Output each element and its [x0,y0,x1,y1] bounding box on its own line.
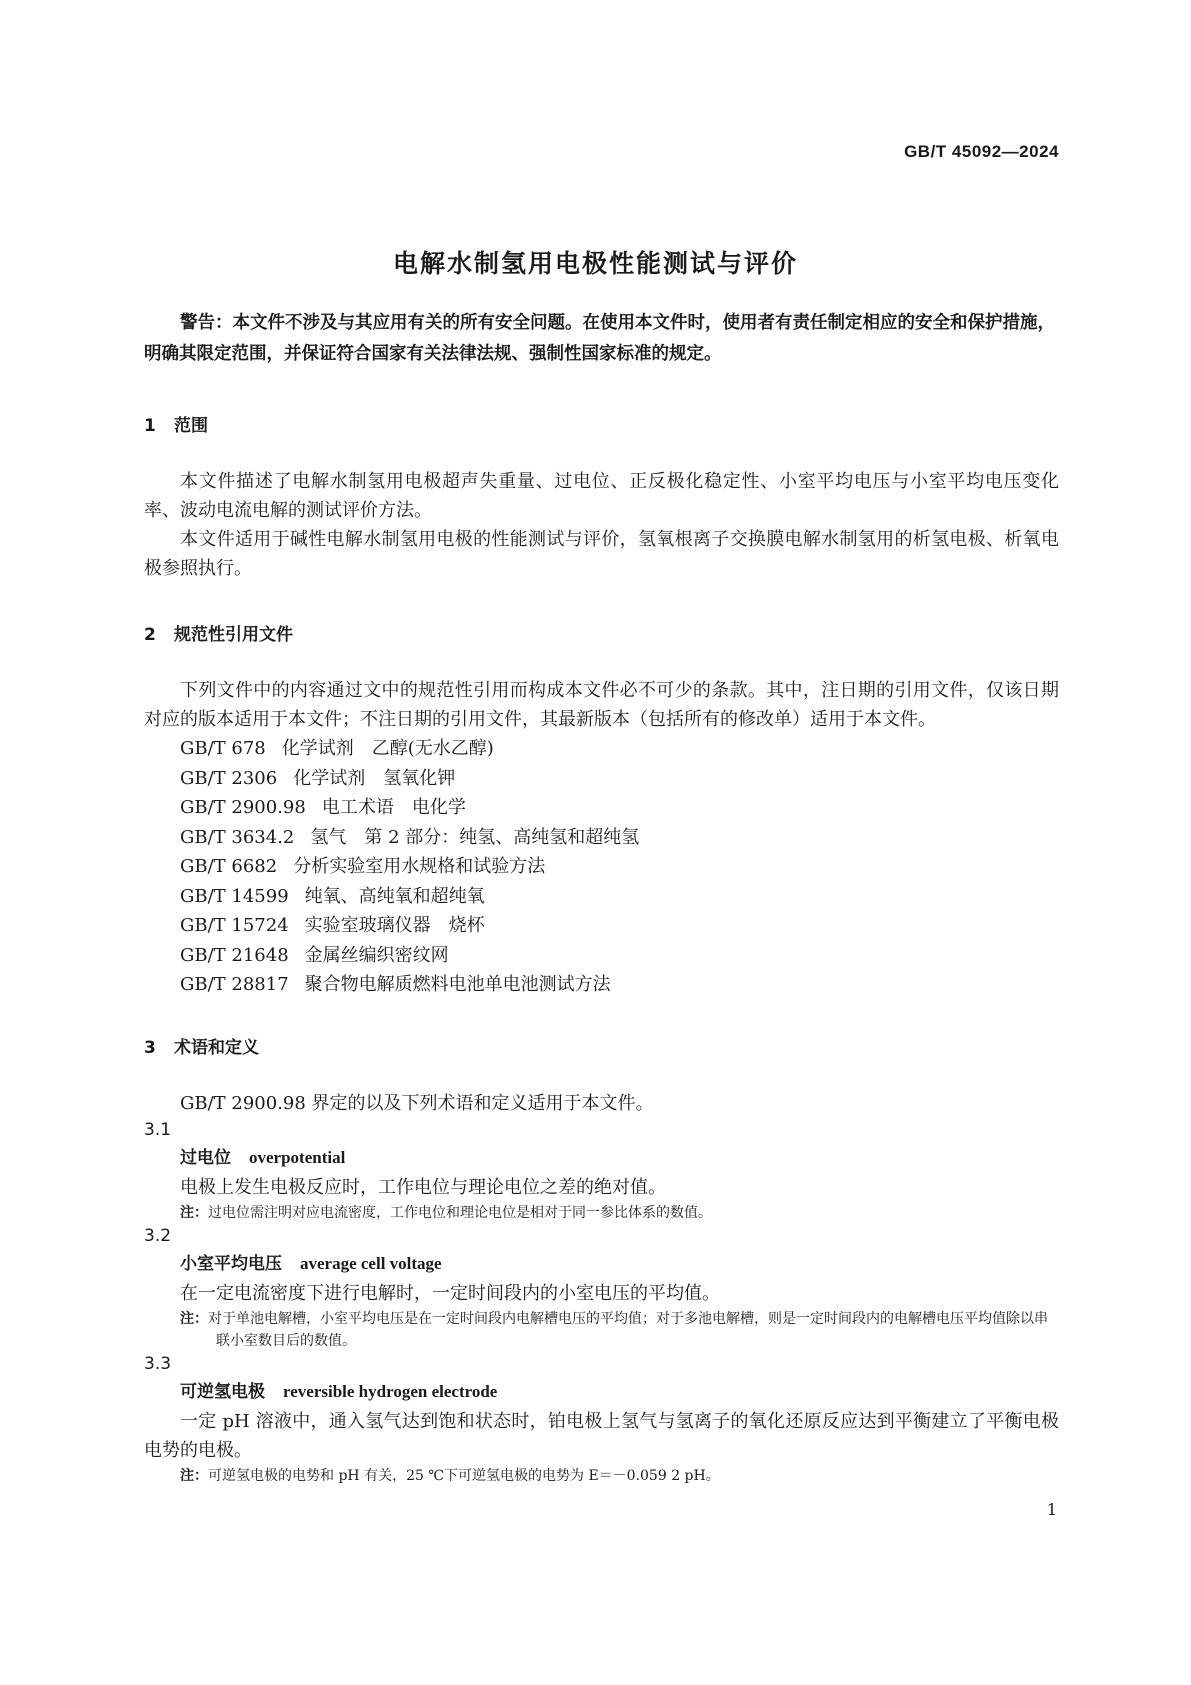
term-en: average cell voltage [300,1253,442,1273]
document-code: GB/T 45092—2024 [904,142,1059,161]
reference-item [144,764,1059,794]
term-zh: 过电位 [180,1147,231,1168]
reference-item [144,734,1059,764]
note-text: 过电位需注明对应电流密度，工作电位和理论电位是相对于同一参比体系的数值。 [208,1204,712,1221]
reference-code: GB/T 2306 [180,767,278,789]
reference-code: GB/T 678 [180,738,266,759]
reference-title: 化学试剂 氢氧化钾 [293,767,456,789]
term-definition: 电极上发生电极反应时，工作电位与理论电位之差的绝对值。 [180,1176,666,1198]
term-number: 3.2 [144,1225,172,1246]
reference-item [144,882,1059,912]
section-title: 术语和定义 [174,1037,259,1058]
term-note [144,1465,1059,1487]
term-note [144,1202,1059,1224]
note-label: 注： [180,1310,208,1327]
section-number: 1 [144,416,156,436]
term-heading [144,1249,1059,1279]
reference-title: 电工术语 电化学 [321,797,466,818]
term-en: overpotential [249,1147,346,1167]
term-heading [144,1377,1059,1407]
term-zh: 可逆氢电极 [180,1381,265,1402]
warning-paragraph: 警告：本文件不涉及与其应用有关的所有安全问题。在使用本文件时，使用者有责任制定相应的安全和保护措施，明确其限定范围，并保证符合国家有关法律法规、强制性国家标准的规定。 [144,313,1055,364]
note-text: 可逆氢电极的电势和 pH 有关，25 ℃下可逆氢电极的电势为 E＝－0.059 2 pH。 [208,1467,720,1484]
reference-code: GB/T 28817 [180,974,289,995]
term-number: 3.1 [144,1119,172,1140]
reference-code: GB/T 3634.2 [180,826,295,848]
reference-item [144,911,1059,941]
reference-title: 氢气 第 2 部分：纯氢、高纯氢和超纯氢 [310,826,640,848]
scope-paragraph-2: 本文件适用于碱性电解水制氢用电极的性能测试与评价，氢氧根离子交换膜电解水制氢用的析氢电极、析氧电极参照执行。 [144,529,1059,579]
term-definition: 一定 pH 溶液中，通入氢气达到饱和状态时，铂电极上氢气与氢离子的氧化还原反应达到平衡建立了平衡电极电势的电极。 [144,1410,1059,1461]
reference-title: 化学试剂 乙醇(无水乙醇) [281,738,494,759]
reference-item [144,941,1059,971]
section-title: 规范性引用文件 [174,625,293,645]
section-title: 范围 [174,416,208,436]
reference-item [144,852,1059,882]
reference-title: 纯氧、高纯氧和超纯氧 [304,885,485,907]
references-intro: 下列文件中的内容通过文中的规范性引用而构成本文件必不可少的条款。其中，注日期的引用文件，仅该日期对应的版本适用于本文件；不注日期的引用文件，其最新版本（包括所有的修改单）适用于本文件。 [144,680,1059,730]
reference-item [144,823,1059,853]
term-definition: 在一定电流密度下进行电解时，一定时间段内的小室电压的平均值。 [180,1282,720,1304]
reference-code: GB/T 21648 [180,944,289,966]
reference-code: GB/T 15724 [180,915,289,936]
terms-intro: GB/T 2900.98 界定的以及下列术语和定义适用于本文件。 [180,1092,654,1114]
reference-title: 分析实验室用水规格和试验方法 [293,856,546,877]
reference-code: GB/T 14599 [180,885,289,907]
document-title: 电解水制氢用电极性能测试与评价 [392,249,798,278]
reference-item [144,970,1059,1000]
reference-list [144,734,1059,1000]
reference-code: GB/T 6682 [180,856,278,877]
section-3-heading [144,1034,1059,1063]
note-label: 注： [180,1204,208,1221]
reference-code: GB/T 2900.98 [180,797,306,818]
note-text: 对于单池电解槽，小室平均电压是在一定时间段内电解槽电压的平均值；对于多池电解槽，则是一定时间段内的电解槽电压平均值除以串联小室数目后的数值。 [208,1310,1048,1349]
section-number: 3 [144,1037,156,1058]
page-number: 1 [1046,1500,1057,1519]
section-number: 2 [144,625,156,645]
term-number: 3.3 [144,1353,172,1374]
reference-title: 金属丝编织密纹网 [304,944,449,966]
reference-item [144,793,1059,823]
reference-title: 实验室玻璃仪器 烧杯 [304,915,485,936]
term-note [144,1308,1059,1352]
reference-title: 聚合物电解质燃料电池单电池测试方法 [304,974,611,995]
note-label: 注： [180,1467,208,1484]
term-heading [144,1143,1059,1173]
scope-paragraph-1: 本文件描述了电解水制氢用电极超声失重量、过电位、正反极化稳定性、小室平均电压与小室平均电压变化率、波动电流电解的测试评价方法。 [144,471,1059,521]
section-2-heading [144,621,1059,650]
section-1-heading [144,412,1059,441]
term-en: reversible hydrogen electrode [283,1381,498,1401]
term-zh: 小室平均电压 [180,1253,282,1274]
document-body [144,308,1059,1487]
